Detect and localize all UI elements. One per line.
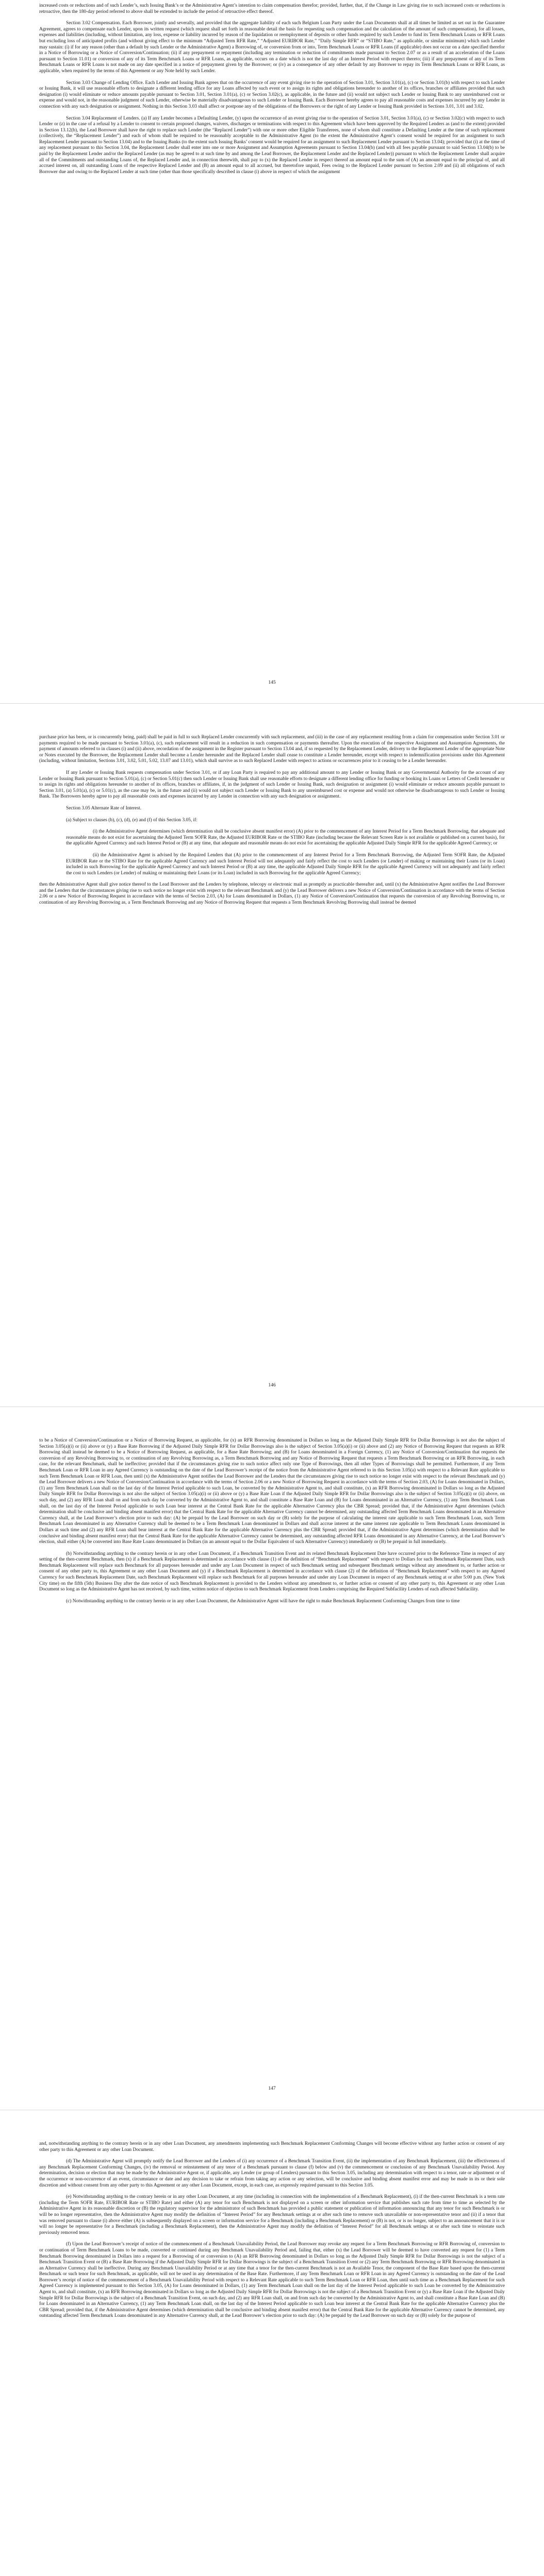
- paragraph: (a) Subject to clauses (b), (c), (d), (e) and (f) of this Section 3.05, if:: [66, 817, 197, 823]
- page-number: 147: [268, 2086, 276, 2091]
- paragraph: If any Lender or Issuing Bank requests compensation under Section 3.01, or if any Loan Party is required to pay any additional amount to any Lender or Issuing Bank or any Governmental Authority for the account of any Lender or Issuing Bank pursuant to Section 5.01(a), (c) or Section 5.01(c) then such Lender or Issuing Bank shall use reasonable efforts to designate a different lending office for funding or booking its Loans or Letters of Credit hereunder or to assign its rights and obligations hereunder to another of its offices, branches or affiliates, if, in the judgment of such Lender or Issuing Bank, such designation or assignment (i) would eliminate or reduce amounts payable pursuant to Section 3.01, (a) 5.01(a), (c) or 5.01(c), as the case may be, in the future and (ii) would not subject such Lender or Issuing Bank to any unreimbursed cost or expense and would not otherwise be disadvantageous to such Lender or Issuing Bank. The Borrowers hereby agree to pay all reasonable costs and expenses incurred by any Lender in connection with any such designation or assignment.: [39, 770, 505, 800]
- page-body: [39, 1438, 505, 1610]
- paragraph: Section 3.02 Compensation. Each Borrower, jointly and severally, and provided that the aggregate liability of each such Belgium Loan Party under the Loan Documents shall at all times be limited as set out in the Guarantee Agreement, agrees to compensate each Lender, upon its written request (which request shall set forth in reasonable detail the basis for requesting such compensation and the calculation of the amount of such compensation), for all losses, expenses and liabilities (including, without limitation, any loss, expense or liability incurred by reason of the liquidation or reemployment of deposits or other funds required by such Lender to fund its Term Benchmark Loans or RFR Loans but excluding loss of anticipated profits (and without giving effect to the minimum “Adjusted Term RFR Rate,” “Adjusted EURIBOR Rate,” “Daily Simple RFR” or “STIBO Rate,” as applicable, or similar minimum) which such Lender may sustain: (i) if for any reason (other than a default by such Lender or the Administrative Agent) a Borrowing of, or conversion from or into, Term Benchmark Loans or RFR Loans (if applicable) does not occur on a date specified therefor in a Notice of Borrowing or a Notice of Conversion/Continuation; (ii) if any prepayment or repayment (including any termination or reduction of commitments made pursuant to Section 2.07 or as a result of an acceleration of the Loans pursuant to Section 11.01) or conversion of any of its Term Benchmark Loans or RFR Loans, as applicable, occurs on a date which is not the last day of an Interest Period with respect thereto; (iii) if any prepayment of any of its Term Benchmark Loans or RFR Loans is not made on any date specified in a notice of prepayment given by the Borrower; or (iv) as a consequence of any other default by any Borrower to repay its Term Benchmark Loans or RFR Loans, as applicable, when required by the terms of this Agreement or any Note held by such Lender.: [39, 21, 505, 74]
- section-heading: Section 3.05 Alternate Rate of Interest.: [66, 805, 142, 811]
- paragraph: and, notwithstanding anything to the contrary herein or in any other Loan Document, any amendments implementing such Benchmark Replacement Conforming Changes will become effective without any further action or consent of any other party to this Agreement or any other Loan Document.: [39, 2141, 505, 2153]
- paragraph: (e) Notwithstanding anything to the contrary herein or in any other Loan Document, at any time (including in connection with the implementation of a Benchmark Replacement), (i) if the then-current Benchmark is a term rate (including the Term SOFR Rate, EURIBOR Rate or STIBO Rate) and either (A) any tenor for such Benchmark is not displayed on a screen or other information service that publishes such rate from time to time as selected by the Administrative Agent in its reasonable discretion or (B) the regulatory supervisor for the administrator of such Benchmark has provided a public statement or publication of information announcing that any tenor for such Benchmark is or will be no longer representative, then the Administrative Agent may modify the definition of “Interest Period” for any Benchmark settings at or after such time to remove such unavailable or non-representative tenor and (ii) if a tenor that was removed pursuant to clause (i) above either (A) is subsequently displayed on a screen or information service for a Benchmark (including a Benchmark Replacement) or (B) is not, or is no longer, subject to an announcement that it is or will no longer be representative for a Benchmark (including a Benchmark Replacement), then the Administrative Agent may modify the definition of “Interest Period” for all Benchmark settings at or after such time to reinstate such previously removed tenor.: [39, 2194, 505, 2235]
- paragraph: Section 3.04 Replacement of Lenders. (a) If any Lender becomes a Defaulting Lender, (y) upon the occurrence of an event giving rise to the operation of Section 3.01, Section 3.01(a), (c) or Section 3.02(c) with respect to such Lender or (z) in the case of a refusal by a Lender to consent to certain proposed changes, waivers, discharges or terminations with respect to this Agreement which have been approved by the Required Lenders as (and to the extent) provided in Section 13.12(b), the Lead Borrower shall have the right to replace such Lender (the “Replaced Lender”) with one or more other Eligible Transferees, none of whom shall constitute a Defaulting Lender at the time of such replacement (collectively, the “Replacement Lender”) and each of whom shall be required to be reasonably acceptable to the Administrative Agent (to the extent the Administrative Agent’s consent would be required for an assignment to such Replacement Lender pursuant to Section 13.04) and to the Issuing Banks (to the extent such Issuing Banks’ consent would be required for an assignment to such Replacement Lender pursuant to Section 13.04); provided that (i) at the time of any replacement pursuant to this Section 3.04, the Replacement Lender shall enter into one or more Assignment and Assumption Agreements pursuant to Section 13.04(b) (and with all fees payable pursuant to said Section 13.04(b) to be paid by the Replacement Lender and/or the Replaced Lender (as may be agreed to at such time by and among the Lead Borrower, the Replacement Lender and the Replaced Lender)) pursuant to which the Replacement Lender shall acquire all of the Commitments and outstanding Loans of, the Replaced Lender and, in connection therewith, shall pay to (x) the Replaced Lender in respect thereof an amount equal to the sum of (A) an amount equal to the principal of, and all accrued interest on, all outstanding Loans of the respective Replaced Lender and (B) an amount equal to all accrued, but theretofore unpaid, Fees owing to the Replaced Lender pursuant to Section 2.09 and (ii) all obligations of each Borrower due and owing to the Replaced Lender at such time (other than those specifically described in clause (i) above in respect of which the assignment: [39, 115, 505, 175]
- document-page-3: [0, 1407, 544, 2110]
- document-page-4: [0, 2110, 544, 2576]
- paragraph: (f) Upon the Lead Borrower’s receipt of notice of the commencement of a Benchmark Unavailability Period, the Lead Borrower may revoke any request for a Term Benchmark Borrowing or RFR Borrowing of, conversion to or continuation of Term Benchmark Loans to be made, converted or continued during any Benchmark Unavailability Period and, failing that, either (x) the Lead Borrower will be deemed to have converted any request for (1) a Term Benchmark Borrowing denominated in Dollars into a request for a Borrowing of or conversion to (A) an RFR Borrowing denominated in Dollars so long as the Adjusted Daily Simple RFR for Dollar Borrowings is not the subject of a Benchmark Transition Event or (B) a Base Rate Borrowing if the Adjusted Daily Simple RFR for Dollar Borrowings is the subject of a Benchmark Transition Event or (2) any Term Benchmark Borrowing or RFR Borrowing denominated in an Alternative Currency shall be ineffective. During any Benchmark Unavailability Period or at any time that a tenor for the then-current Benchmark is not an Available Tenor, the component of the Base Rate based upon the then-current Benchmark or such tenor for such Benchmark, as applicable, will not be used in any determination of the Base Rate. Furthermore, if any Term Benchmark Loan or RFR Loan in any Agreed Currency is outstanding on the date of the Lead Borrower’s receipt of notice of the commencement of a Benchmark Unavailability Period with respect to a Relevant Rate applicable to such Term Benchmark Loan or RFR Loan, then until such time as a Benchmark Replacement for such Agreed Currency is implemented pursuant to this Section 3.05, (A) for Loans denominated in Dollars, (1) any Term Benchmark Loan shall on the last day of the Interest Period applicable to such Loan be converted by the Administrative Agent to, and shall constitute, (x) an RFR Borrowing denominated in Dollars so long as the Adjusted Daily Simple RFR for Dollar Borrowings is not the subject of a Benchmark Transition Event or (y) a Base Rate Loan if the Adjusted Daily Simple RFR for Dollar Borrowings is the subject of a Benchmark Transition Event, on such day, and (2) any RFR Loan shall, on and from such day be converted by the Administrative Agent to, and shall constitute a Base Rate Loan and (B) for Loans denominated in an Alternative Currency, (1) any Term Benchmark Loan shall, on the last day of the Interest Period applicable to such Loan bear interest at the Central Bank Rate for the applicable Alternative Currency plus the CBR Spread; provided that, if the Administrative Agent determines (which determination shall be conclusive and binding absent manifest error) that the Central Bank Rate for the applicable Alternative Currency cannot be determined, any outstanding affected Term Benchmark Loans denominated in any Alternative Currency shall, at the Lead Borrower’s election prior to such day: (A) be prepaid by the Lead Borrower on such day or (B) solely for the purpose of: [39, 2242, 505, 2319]
- document-page-1: [0, 0, 544, 703]
- paragraph: (b) Notwithstanding anything to the contrary herein or in any other Loan Document, if a Benchmark Transition Event and its related Benchmark Replacement Date have occurred prior to the Reference Time in respect of any setting of the then-current Benchmark, then (x) if a Benchmark Replacement is determined in accordance with clause (1) of the definition of “Benchmark Replacement” with respect to Dollars for such Benchmark Replacement Date, such Benchmark Replacement will replace such Benchmark for all purposes hereunder and under any Loan Document in respect of such Benchmark setting and subsequent Benchmark settings without any amendment to, or further action or consent of any other party to, this Agreement or any other Loan Document and (y) if a Benchmark Replacement is determined in accordance with clause (2) of the definition of “Benchmark Replacement” with respect to any Agreed Currency for such Benchmark Replacement Date, such Benchmark Replacement will replace such Benchmark for all purposes hereunder and under any Loan Document in respect of any Benchmark setting at or after 5:00 p.m. (New York City time) on the fifth (5th) Business Day after the date notice of such Benchmark Replacement is provided to the Lenders without any amendment to, or further action or consent of any other party to, this Agreement or any other Loan Document so long as the Administrative Agent has not received, by such time, written notice of objection to such Benchmark Replacement from Lenders comprising the Required Subfacility Lenders of each affected Subfacility.: [39, 1551, 505, 1592]
- page-number: 145: [268, 680, 276, 685]
- page-body: [39, 3, 505, 181]
- paragraph: to be a Notice of Conversion/Continuation or a Notice of Borrowing Request, as applicable, for (x) an RFR Borrowing denominated in Dollars so long as the Adjusted Daily Simple RFR for Dollar Borrowings is not also the subject of Section 3.05(a)(i) or (ii) above or (y) a Base Rate Borrowing if the Adjusted Daily Simple RFR for Dollar Borrowings also is the subject of Section 3.05(a)(i) or (ii) above and (2) any Notice of Borrowing Request that requests an RFR Borrowing shall instead be deemed to be a Notice of Borrowing Request, as applicable, for a Base Rate Borrowing; and (B) for Loans denominated in a Foreign Currency, (1) any Notice of Conversion/Continuation that requests the conversion of any Revolving Borrowing to, or continuation of any Revolving Borrowing as, a Term Benchmark Borrowing and any Notice of Borrowing Request that requests a Term Benchmark Borrowing or an RFR Borrowing, in each case, for the relevant Benchmark, shall be ineffective; provided that if the circumstances giving rise to such notice affect only one Type of Borrowings, then all other Types of Borrowings shall be permitted. Furthermore, if any Term Benchmark Loan or RFR Loan in any Agreed Currency is outstanding on the date of the Lead Borrower’s receipt of the notice from the Administrative Agent referred to in this Section 3.05(a) with respect to a Relevant Rate applicable to such Term Benchmark Loan or RFR Loan, then until (x) the Administrative Agent notifies the Lead Borrower and the Lenders that the circumstances giving rise to such notice no longer exist with respect to the relevant Benchmark and (y) the Lead Borrower delivers a new Notice of Conversion/Continuation in accordance with the terms of Section 2.06 or a new Notice of Borrowing Request in accordance with the terms of Section 2.03, (A) for Loans denominated in Dollars, (1) any Term Benchmark Loan shall on the last day of the Interest Period applicable to such Loan, be converted by the Administrative Agent to, and shall constitute, (x) an RFR Borrowing denominated in Dollars so long as the Adjusted Daily Simple RFR for Dollar Borrowings is not also the subject of Section 3.05(a)(i) or (ii) above or (y) a Base Rate Loan if the Adjusted Daily Simple RFR for Dollar Borrowings also is the subject of Section 3.05(a)(i) or (ii) above, on such day, and (2) any RFR Loan shall on and from such day be converted by the Administrative Agent to, and shall constitute a Base Rate Loan and (B) for Loans denominated in an Alternative Currency, (1) any Term Benchmark Loan shall, on the last day of the Interest Period applicable to such Loan bear interest at the Central Bank Rate for the applicable Alternative Currency plus the CBR Spread; provided that, if the Administrative Agent determines (which determination shall be conclusive and binding absent manifest error) that the Central Bank Rate for the applicable Alternative Currency cannot be determined, any outstanding affected Term Benchmark Loans denominated in an Alternative Currency shall, at the Lead Borrower’s election prior to such day: (A) be prepaid by the Lead Borrower on such day or (B) solely for the purpose of calculating the interest rate applicable to such Term Benchmark Loan, such Term Benchmark Loan denominated in any Alternative Currency shall be deemed to be a Term Benchmark Loan denominated in Dollars and shall accrue interest at the same interest rate applicable to Term Benchmark Loans denominated in Dollars at such time and (2) any RFR Loan shall bear interest at the Central Bank Rate for the applicable Alternative Currency plus the CBR Spread; provided that, if the Administrative Agent determines (which determination shall be conclusive and binding absent manifest error) that the Central Bank Rate for the applicable Alternative Currency cannot be determined, any outstanding affected RFR Loans denominated in any Alternative Currency, at the Lead Borrower’s election, shall either (A) be converted into Base Rate Loans denominated in Dollars (in an amount equal to the Dollar Equivalent of such Alternative Currency) immediately or (B) be prepaid in full immediately.: [39, 1438, 505, 1545]
- paragraph: (d) The Administrative Agent will promptly notify the Lead Borrower and the Lenders of (i) any occurrence of a Benchmark Transition Event, (ii) the implementation of any Benchmark Replacement, (iii) the effectiveness of any Benchmark Replacement Conforming Changes, (iv) the removal or reinstatement of any tenor of a Benchmark pursuant to clause (f) below and (v) the commencement or conclusion of any Benchmark Unavailability Period. Any determination, decision or election that may be made by the Administrative Agent or, if applicable, any Lender (or group of Lenders) pursuant to this Section 3.05, including any determination with respect to a tenor, rate or adjustment or of the occurrence or non-occurrence of an event, circumstance or date and any decision to take or refrain from taking any action or any selection, will be conclusive and binding absent manifest error and may be made in its or their sole discretion and without consent from any other party to this Agreement or any other Loan Document, except, in each case, as expressly required pursuant to this Section 3.05.: [39, 2159, 505, 2188]
- paragraph: Section 3.03 Change of Lending Office. Each Lender and Issuing Bank agrees that on the occurrence of any event giving rise to the operation of Section 3.01, Section 3.01(a), (c) or Section 3.01(b) with respect to such Lender or Issuing Bank, it will use reasonable efforts to designate a different lending office for any Loans affected by such event or to assign its rights and obligations hereunder to another of its offices, branches or affiliates provided that such designation (i) would eliminate or reduce amounts payable pursuant to Section 3.01, Section 3.01(a), (c) or Section 3.02(c), as applicable, in the future and (ii) would not subject such Lender or Issuing Bank to any unreimbursed cost or expense and would not, in the reasonable judgment of such Lender, otherwise be materially disadvantageous to such Lender or Issuing Bank. Each Borrower hereby agrees to pay all reasonable costs and expenses incurred by any Lender in connection with any such designation or assignment. Nothing in this Section 3.03 shall affect or postpone any of the obligations of the Borrowers or the right of any Lender or Issuing Bank provided in Sections 3.01, 3.01 and 3.02.: [39, 80, 505, 109]
- paragraph: then the Administrative Agent shall give notice thereof to the Lead Borrower and the Lenders by telephone, telecopy or electronic mail as promptly as practicable thereafter and, until (x) the Administrative Agent notifies the Lead Borrower and the Lenders that the circumstances giving rise to such notice no longer exist with respect to the relevant Benchmark and (y) the Lead Borrower delivers a new Notice of Conversion/Continuation in accordance with the terms of Section 2.06 or a new Notice of Borrowing Request in accordance with the terms of Section 2.03, (A) for Loans denominated in Dollars, (1) any Notice of Conversion/Continuation that requests the conversion of any Revolving Borrowing to, or continuation of any Revolving Borrowing as, a Term Benchmark Borrowing and any Notice of Borrowing Request that requests a Term Benchmark Revolving Borrowing shall instead be deemed: [39, 882, 505, 906]
- paragraph: (i) the Administrative Agent determines (which determination shall be conclusive absent manifest error) (A) prior to the commencement of any Interest Period for a Term Benchmark Borrowing, that adequate and reasonable means do not exist for ascertaining the Adjusted Term SOFR Rate, the Adjusted EURIBOR Rate or the STIBO Rate (including because the Relevant Screen Rate is not available or published on a current basis), for the applicable Agreed Currency and such Interest Period or (B) at any time, that adequate and reasonable means do not exist for ascertaining the applicable Adjusted Daily Simple RFR for the applicable Agreed Currency; or: [66, 829, 505, 846]
- page-body: [39, 2141, 505, 2325]
- paragraph: purchase price has been, or is concurrently being, paid) shall be paid in full to such Replaced Lender concurrently with such replacement, and (iii) in the case of any replacement resulting from a claim for compensation under Section 3.01 or payments required to be made pursuant to Section 3.01(a), (c), such replacement will result in a reduction in such compensation or payments thereafter. Upon the execution of the respective Assignment and Assumption Agreements, the payment of amounts referred to in clauses (i) and (ii) above, recordation of the assignment in the Register pursuant to Section 13.04 and, if so requested by the Replacement Lender, delivery to the Replacement Lender of the appropriate Note or Notes executed by the Borrower, the Replacement Lender shall become a Lender hereunder and the Replaced Lender shall cease to constitute a Lender hereunder, except with respect to indemnification provisions under this Agreement (including, without limitation, Sections 3.01, 3.02, 5.01, 5.02, 13.07 and 13.01), which shall survive as to such Replaced Lender with respect to actions or occurrences prior to it ceasing to be a Lender hereunder.: [39, 735, 505, 764]
- paragraph: (ii) the Administrative Agent is advised by the Required Lenders that (A) prior to the commencement of any Interest Period for a Term Benchmark Borrowing, the Adjusted Term SOFR Rate, the Adjusted EURIBOR Rate or the STIBO Rate for the applicable Agreed Currency and such Interest Period will not adequately and fairly reflect the cost to such Lenders (or Lender) of making or maintaining their Loans (or its Loan) included in such Borrowing for the applicable Agreed Currency and such Interest Period or (B) at any time, the applicable Adjusted Daily Simple RFR for the applicable Agreed Currency will not adequately and fairly reflect the cost to such Lenders (or Lender) of making or maintaining their Loans (or its Loan) included in such Borrowing for the applicable Agreed Currency;: [66, 852, 505, 876]
- paragraph: (c) Notwithstanding anything to the contrary herein or in any other Loan Document, the Administrative Agent will have the right to make Benchmark Replacement Conforming Changes from time to time: [66, 1598, 460, 1604]
- page-number: 146: [268, 1383, 276, 1388]
- document-page-2: [0, 704, 544, 1406]
- page-body: [39, 735, 505, 912]
- paragraph: increased costs or reductions and of such Lender’s, such Issuing Bank’s or the Administrative Agent’s intention to claim compensation therefor; provided, further, that, if the Change in Law giving rise to such increased costs or reductions is retroactive, then the 180-day period referred to above shall be extended to include the period of retroactive effect thereof.: [39, 3, 505, 14]
